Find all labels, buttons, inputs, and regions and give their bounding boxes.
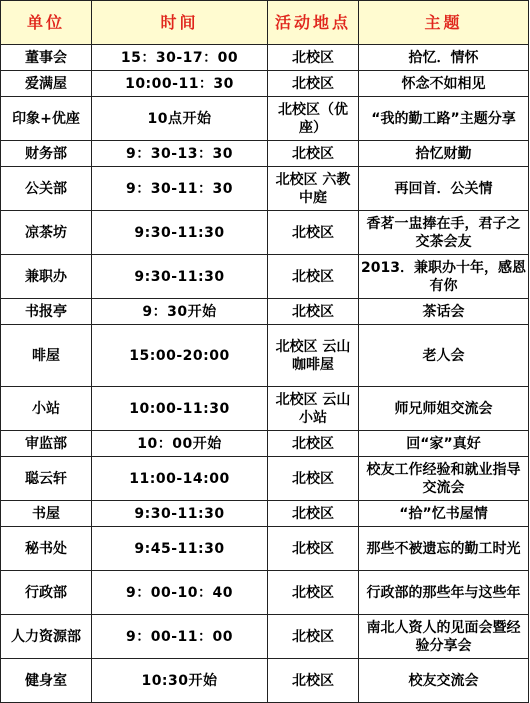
- time-cell: 9:45-11:30: [92, 527, 268, 571]
- header-row: [1, 1, 529, 45]
- theme-cell: 行政部的那些年与这些年: [359, 571, 529, 615]
- header-time: 时间: [92, 1, 268, 45]
- unit-cell: 董事会: [1, 45, 92, 71]
- place-cell: 北校区: [268, 659, 359, 703]
- unit-cell: 啡屋: [1, 325, 92, 387]
- theme-cell: “我的勤工路”主题分享: [359, 97, 529, 141]
- place-cell: 北校区 云山咖啡屋: [268, 325, 359, 387]
- theme-cell: 香茗一盅捧在手，君子之交茶会友: [359, 211, 529, 255]
- header-unit: 单位: [1, 1, 92, 45]
- place-cell: 北校区: [268, 71, 359, 97]
- unit-cell: 书屋: [1, 501, 92, 527]
- unit-cell: 秘书处: [1, 527, 92, 571]
- time-cell: 9：00-10：40: [92, 571, 268, 615]
- unit-cell: 聪云轩: [1, 457, 92, 501]
- table-row: [1, 431, 529, 457]
- time-cell: 10:30开始: [92, 659, 268, 703]
- header-place: 活动地点: [268, 1, 359, 45]
- theme-cell: 校友工作经验和就业指导交流会: [359, 457, 529, 501]
- place-cell: 北校区: [268, 211, 359, 255]
- place-cell: 北校区（优座）: [268, 97, 359, 141]
- theme-cell: 茶话会: [359, 299, 529, 325]
- time-cell: 9：30开始: [92, 299, 268, 325]
- theme-cell: 南北人资人的见面会暨经验分享会: [359, 615, 529, 659]
- theme-cell: 拾忆财勤: [359, 141, 529, 167]
- time-cell: 9：00-11：00: [92, 615, 268, 659]
- unit-cell: 书报亭: [1, 299, 92, 325]
- table-row: [1, 387, 529, 431]
- place-cell: 北校区: [268, 141, 359, 167]
- time-cell: 10：00开始: [92, 431, 268, 457]
- unit-cell: 小站: [1, 387, 92, 431]
- table-row: [1, 571, 529, 615]
- unit-cell: 审监部: [1, 431, 92, 457]
- place-cell: 北校区: [268, 431, 359, 457]
- place-cell: 北校区 云山小站: [268, 387, 359, 431]
- time-cell: 9:30-11:30: [92, 501, 268, 527]
- place-cell: 北校区: [268, 501, 359, 527]
- theme-cell: 校友交流会: [359, 659, 529, 703]
- unit-cell: 兼职办: [1, 255, 92, 299]
- theme-cell: “拾”忆书屋情: [359, 501, 529, 527]
- table-row: [1, 325, 529, 387]
- unit-cell: 印象+优座: [1, 97, 92, 141]
- place-cell: 北校区: [268, 571, 359, 615]
- table-row: [1, 299, 529, 325]
- header-theme: 主题: [359, 1, 529, 45]
- table-row: [1, 501, 529, 527]
- unit-cell: 行政部: [1, 571, 92, 615]
- table-row: [1, 659, 529, 703]
- unit-cell: 财务部: [1, 141, 92, 167]
- place-cell: 北校区: [268, 299, 359, 325]
- table-row: [1, 527, 529, 571]
- table-row: [1, 457, 529, 501]
- time-cell: 9：30-13：30: [92, 141, 268, 167]
- time-cell: 9:30-11:30: [92, 211, 268, 255]
- place-cell: 北校区: [268, 45, 359, 71]
- table-row: [1, 141, 529, 167]
- place-cell: 北校区: [268, 255, 359, 299]
- theme-cell: 怀念不如相见: [359, 71, 529, 97]
- theme-cell: 2013．兼职办十年，感恩有你: [359, 255, 529, 299]
- time-cell: 10:00-11：30: [92, 71, 268, 97]
- time-cell: 10:00-11:30: [92, 387, 268, 431]
- table-row: [1, 71, 529, 97]
- theme-cell: 老人会: [359, 325, 529, 387]
- theme-cell: 拾忆．情怀: [359, 45, 529, 71]
- time-cell: 10点开始: [92, 97, 268, 141]
- table-row: [1, 97, 529, 141]
- place-cell: 北校区: [268, 615, 359, 659]
- place-cell: 北校区: [268, 527, 359, 571]
- time-cell: 15:00-20:00: [92, 325, 268, 387]
- table-row: [1, 45, 529, 71]
- time-cell: 9：30-11：30: [92, 167, 268, 211]
- time-cell: 9:30-11:30: [92, 255, 268, 299]
- time-cell: 15：30-17：00: [92, 45, 268, 71]
- place-cell: 北校区: [268, 457, 359, 501]
- table-row: [1, 167, 529, 211]
- table-row: [1, 615, 529, 659]
- place-cell: 北校区 六教中庭: [268, 167, 359, 211]
- unit-cell: 公关部: [1, 167, 92, 211]
- unit-cell: 健身室: [1, 659, 92, 703]
- theme-cell: 再回首．公关情: [359, 167, 529, 211]
- unit-cell: 凉茶坊: [1, 211, 92, 255]
- theme-cell: 回“家”真好: [359, 431, 529, 457]
- time-cell: 11:00-14:00: [92, 457, 268, 501]
- theme-cell: 师兄师姐交流会: [359, 387, 529, 431]
- table-row: [1, 255, 529, 299]
- theme-cell: 那些不被遗忘的勤工时光: [359, 527, 529, 571]
- unit-cell: 人力资源部: [1, 615, 92, 659]
- unit-cell: 爱满屋: [1, 71, 92, 97]
- table-row: [1, 211, 529, 255]
